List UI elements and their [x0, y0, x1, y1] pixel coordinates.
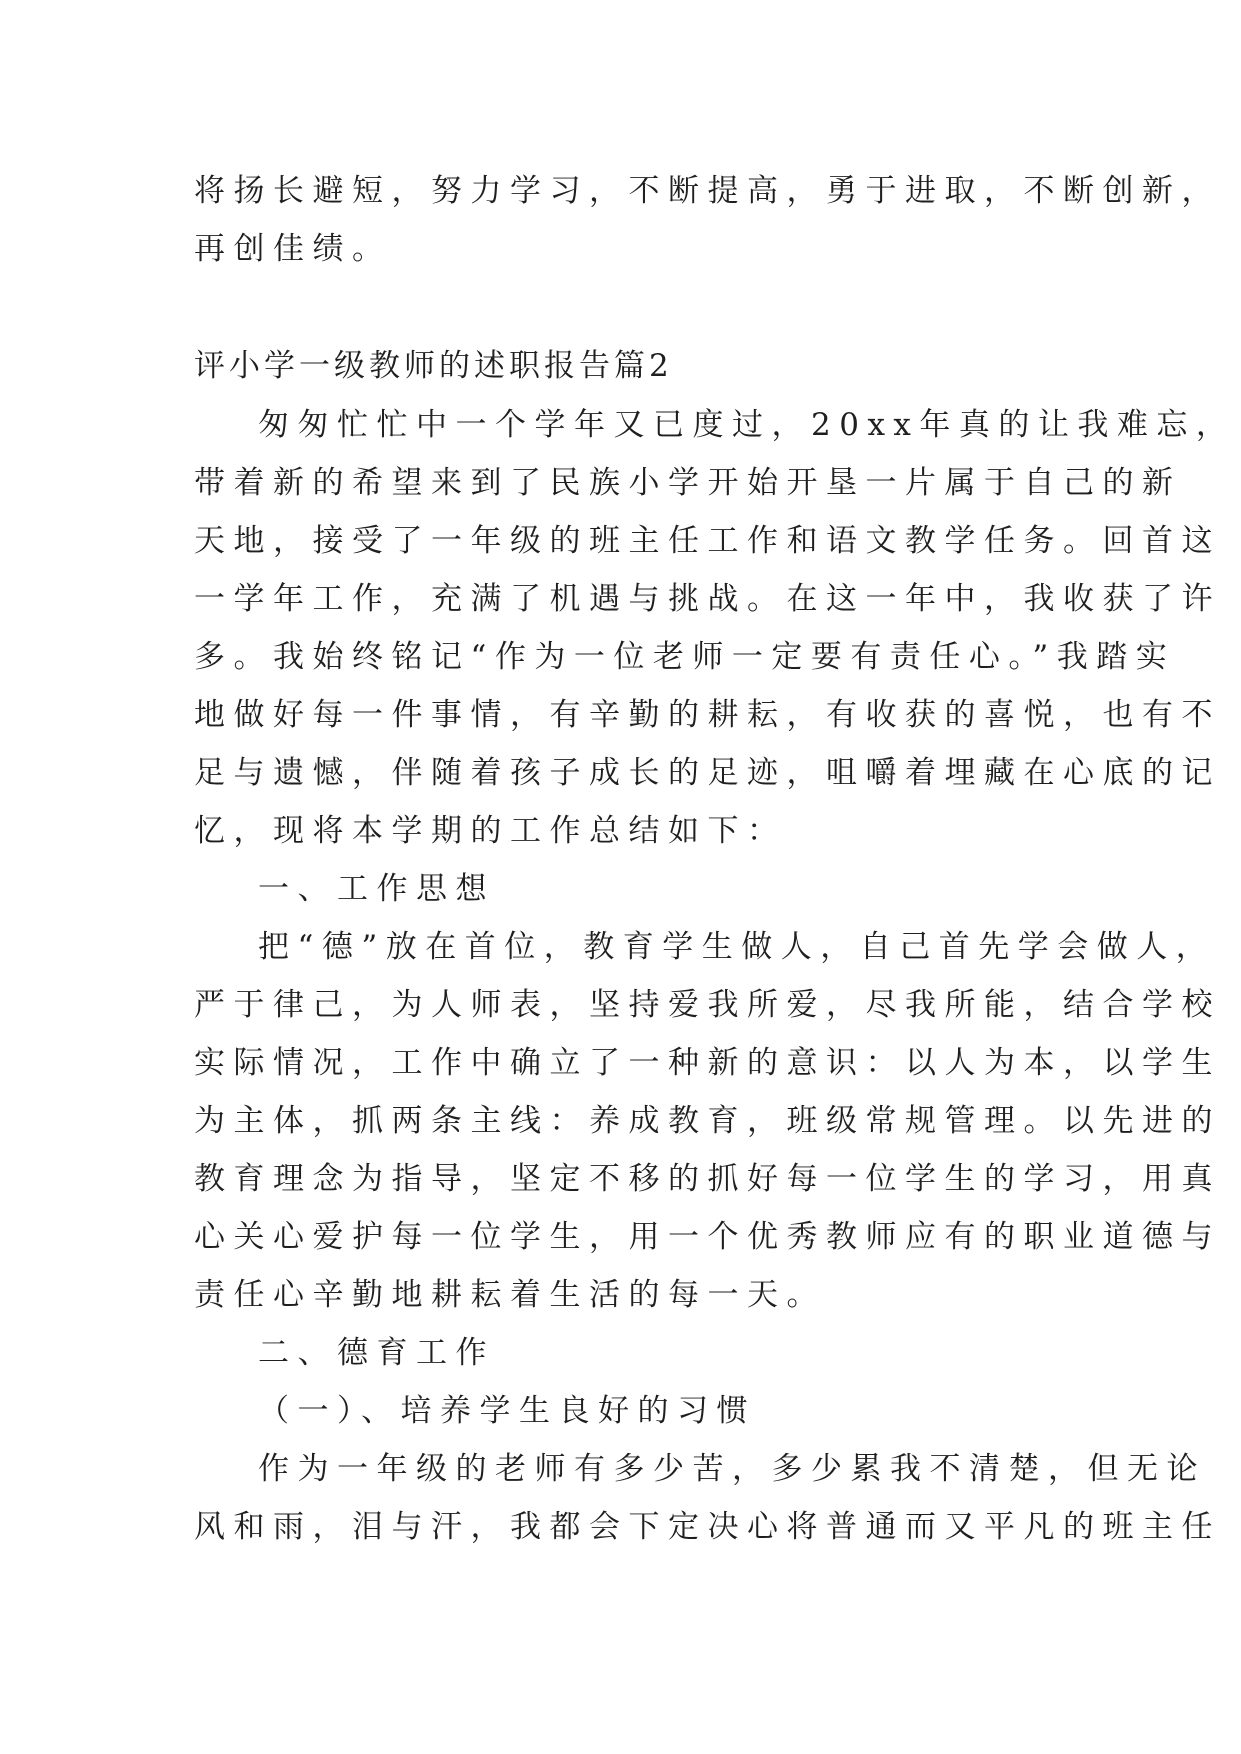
paragraph-first-line: 把“德”放在首位，教育学生做人，自己首先学会做人，	[258, 929, 1216, 965]
text-line: 多。我始终铭记“作为一位老师一定要有责任心。”我踏实	[194, 639, 1176, 675]
text-line: 一学年工作，充满了机遇与挑战。在这一年中，我收获了许	[194, 581, 1221, 617]
text-line: 地做好每一件事情，有辛勤的耕耘，有收获的喜悦，也有不	[194, 697, 1221, 733]
continuation-paragraph	[194, 162, 1221, 278]
section-title-text: 评小学一级教师的述职报告篇2	[194, 348, 673, 384]
subheading-good-habits: （一）、培养学生良好的习惯	[258, 1393, 756, 1429]
text-line: 严于律己，为人师表，坚持爱我所爱，尽我所能，结合学校	[194, 987, 1221, 1023]
text-line: 再创佳绩。	[194, 231, 392, 267]
report-body	[194, 396, 1236, 1556]
paragraph-first-line: 作为一年级的老师有多少苦，多少累我不清楚，但无论	[258, 1451, 1206, 1487]
text-line: 风和雨，泪与汗，我都会下定决心将普通而又平凡的班主任	[194, 1509, 1221, 1545]
paragraph-first-line: 匆匆忙忙中一个学年又已度过，20xx年真的让我难忘，	[258, 407, 1236, 443]
text-line: 心关心爱护每一位学生，用一个优秀教师应有的职业道德与	[194, 1219, 1221, 1255]
text-line: 教育理念为指导，坚定不移的抓好每一位学生的学习，用真	[194, 1161, 1221, 1197]
text-line: 足与遗憾，伴随着孩子成长的足迹，咀嚼着埋藏在心底的记	[194, 755, 1221, 791]
text-line: 将扬长避短，努力学习，不断提高，勇于进取，不断创新，	[194, 173, 1221, 209]
text-line: 责任心辛勤地耕耘着生活的每一天。	[194, 1277, 826, 1313]
text-line: 实际情况，工作中确立了一种新的意识：以人为本，以学生	[194, 1045, 1221, 1081]
text-line: 带着新的希望来到了民族小学开始开垦一片属于自己的新	[194, 465, 1182, 501]
text-line: 为主体，抓两条主线：养成教育，班级常规管理。以先进的	[194, 1103, 1221, 1139]
section-title	[194, 337, 1060, 395]
text-line: 天地，接受了一年级的班主任工作和语文教学任务。回首这	[194, 523, 1221, 559]
subheading-moral-education: 二、德育工作	[258, 1335, 495, 1371]
subheading-work-thought: 一、工作思想	[258, 871, 495, 907]
text-line: 忆，现将本学期的工作总结如下：	[194, 813, 787, 849]
